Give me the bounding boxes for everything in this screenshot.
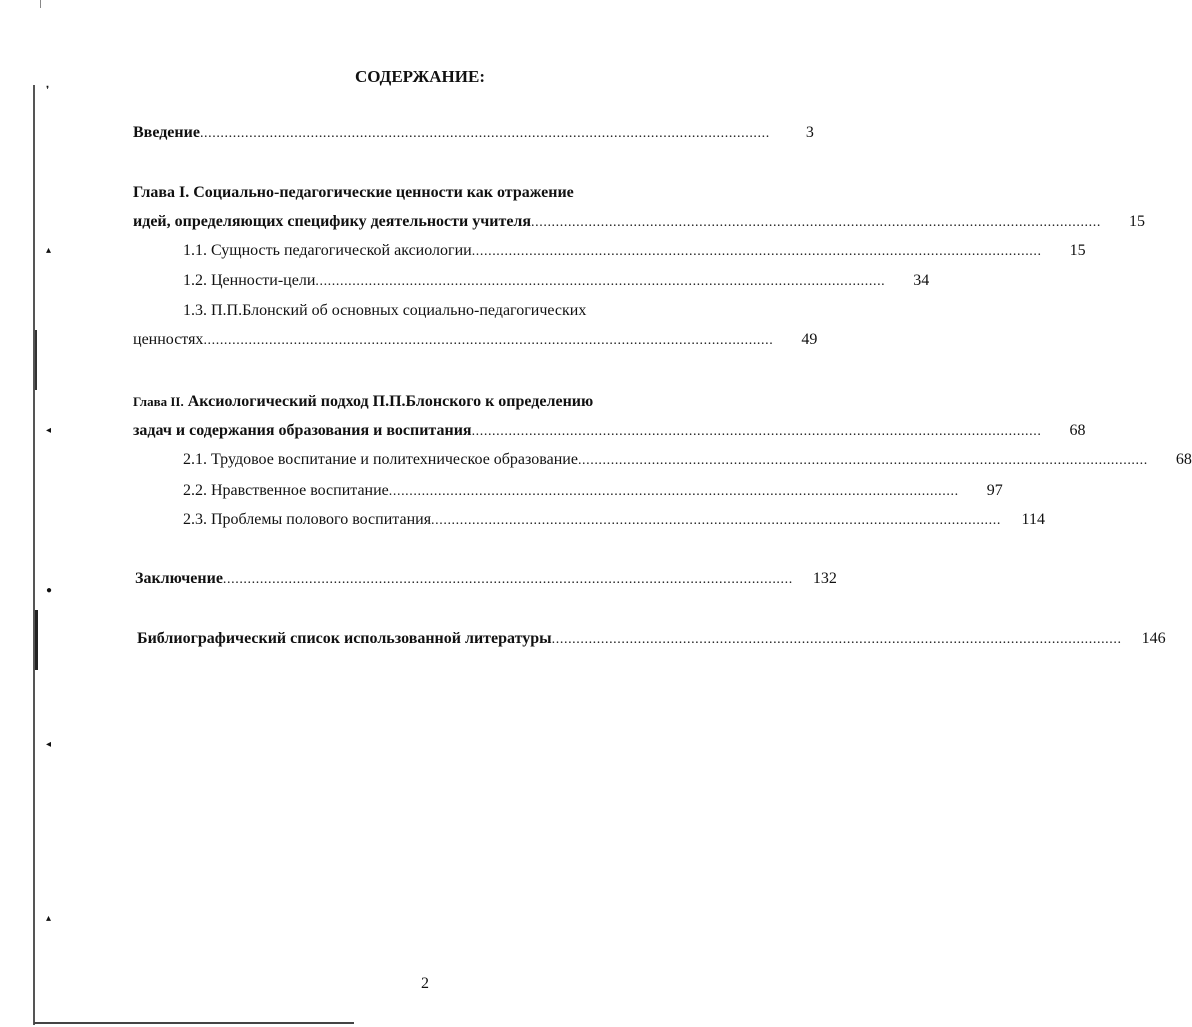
toc-entry-2-2 [183, 481, 1003, 502]
toc-entry-1-3-line1: 1.3. П.П.Блонский об основных социально-педагогических [183, 302, 587, 319]
toc-leader: ........................................................................................................................................... [203, 333, 774, 348]
toc-page: 68 [1175, 451, 1192, 468]
toc-label: Аксиологический подход П.П.Блонского к определению [187, 393, 594, 410]
toc-page: 15 [1128, 213, 1145, 230]
toc-leader: ........................................................................................................................................... [471, 244, 1042, 259]
toc-label: 1.2. Ценности-цели [183, 272, 316, 289]
toc-leader: ........................................................................................................................................... [471, 424, 1042, 439]
scan-mark: ● [46, 585, 53, 596]
scan-mark: ◂ [46, 739, 52, 750]
toc-label: 2.3. Проблемы полового воспитания [183, 511, 432, 528]
toc-leader: ........................................................................................................................................... [431, 513, 1001, 528]
toc-chapter-1-line1: Глава I. Социально-педагогические ценности как отражение [133, 184, 574, 201]
scan-edge [33, 85, 35, 1025]
page-title: СОДЕРЖАНИЕ: [354, 67, 485, 86]
scan-mark: ❜ [46, 85, 50, 96]
toc-page: 132 [812, 570, 837, 587]
toc-page: 114 [1021, 511, 1045, 528]
toc-leader: ........................................................................................................................................... [577, 453, 1148, 468]
toc-entry-2-1 [183, 450, 1192, 471]
toc-entry-intro [133, 123, 814, 144]
toc-entry-2-3 [183, 510, 1045, 531]
toc-label: 2.1. Трудовое воспитание и политехническое образование [183, 451, 578, 468]
toc-leader: ........................................................................................................................................... [315, 274, 886, 289]
scan-mark: ◂ [46, 425, 52, 436]
toc-chapter-2-line1 [133, 392, 593, 412]
toc-entry-1-1 [183, 241, 1086, 262]
toc-entry-1-3 [133, 330, 818, 351]
toc-page: 15 [1069, 242, 1086, 259]
toc-page: 34 [913, 272, 930, 289]
scan-edge [34, 1022, 354, 1024]
toc-page: 49 [801, 331, 818, 348]
toc-label: 1.1. Сущность педагогической аксиологии [183, 242, 472, 259]
scan-artifact [40, 0, 41, 8]
scan-mark: ▴ [46, 245, 52, 256]
toc-entry-chapter-1 [133, 212, 1145, 233]
toc-label: ценностях [133, 331, 204, 348]
scan-edge [35, 330, 37, 390]
toc-leader: ........................................................................................................................................... [551, 632, 1122, 647]
scan-edge [35, 610, 38, 670]
toc-page: 3 [805, 124, 814, 141]
toc-entry-chapter-2 [133, 421, 1086, 442]
toc-label: задач и содержания образования и воспитания [133, 422, 472, 439]
toc-leader: ........................................................................................................................................... [388, 484, 959, 499]
toc-label: Заключение [135, 570, 223, 587]
toc-entry-1-2 [183, 271, 930, 292]
toc-entry-conclusion [135, 569, 837, 590]
toc-label: Введение [133, 124, 200, 141]
toc-chapter-prefix: Глава II. [133, 394, 184, 409]
toc-page: 146 [1141, 630, 1166, 647]
toc-label: 2.2. Нравственное воспитание [183, 482, 389, 499]
toc-label: идей, определяющих специфику деятельности учителя [133, 213, 532, 230]
page-number: 2 [421, 975, 429, 992]
toc-page: 68 [1069, 422, 1086, 439]
toc-leader: ........................................................................................................................................... [222, 572, 793, 587]
toc-entry-bibliography [137, 629, 1166, 650]
scan-mark: ▴ [46, 913, 52, 924]
toc-leader: ........................................................................................................................................... [531, 215, 1101, 230]
toc-page: 97 [986, 482, 1003, 499]
toc-leader: ........................................................................................................................................... [199, 126, 770, 141]
toc-label: Библиографический список использованной литературы [137, 630, 552, 647]
